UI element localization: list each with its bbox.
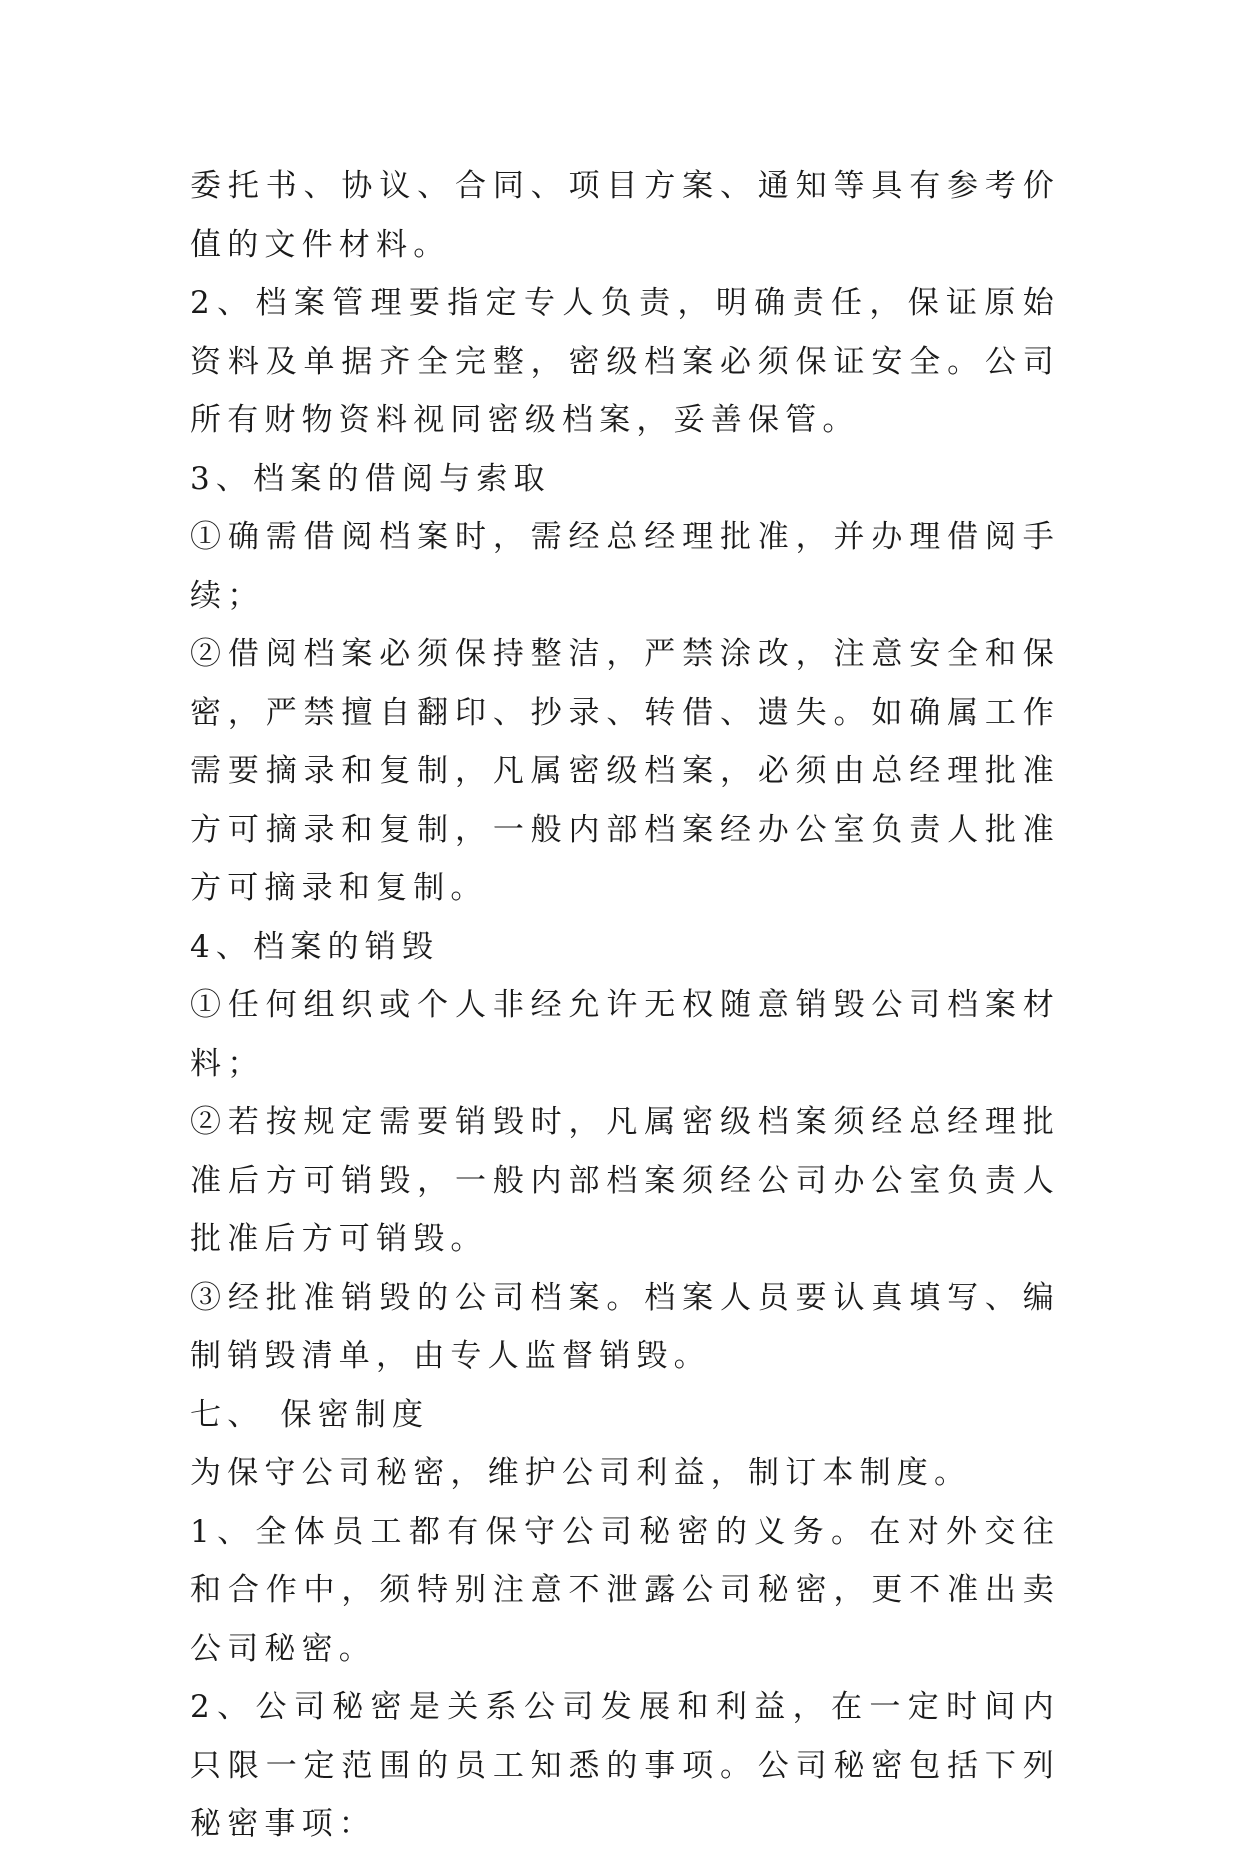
- paragraph-archive-management: 2、档案管理要指定专人负责，明确责任，保证原始资料及单据齐全完整，密级档案必须保证安全。公司所有财物资料视同密级档案，妥善保管。: [190, 285, 1060, 438]
- paragraph-destruction-prohibition: ①任何组织或个人非经允许无权随意销毁公司档案材料；: [190, 987, 1060, 1082]
- paragraph-destruction-list: ③经批准销毁的公司档案。档案人员要认真填写、编制销毁清单，由专人监督销毁。: [190, 1279, 1060, 1374]
- heading-archive-destruction: 4、档案的销毁: [190, 928, 440, 965]
- paragraph-materials-continuation: 委托书、协议、合同、项目方案、通知等具有参考价值的文件材料。: [190, 168, 1060, 263]
- section-heading-confidentiality: 七、 保密制度: [190, 1396, 430, 1433]
- paragraph-borrowing-rules: ②借阅档案必须保持整洁，严禁涂改，注意安全和保密，严禁擅自翻印、抄录、转借、遗失。如确属工作需要摘录和复制，凡属密级档案，必须由总经理批准方可摘录和复制，一般内部档案经办公室负责人批准方可摘录和复制。: [190, 636, 1060, 906]
- document-body: [190, 157, 1060, 1854]
- paragraph-confidentiality-duty: 1、全体员工都有保守公司秘密的义务。在对外交往和合作中，须特别注意不泄露公司秘密，更不准出卖公司秘密。: [190, 1513, 1060, 1667]
- paragraph-confidentiality-purpose: 为保守公司秘密，维护公司利益，制订本制度。: [190, 1455, 972, 1491]
- paragraph-borrowing-approval: ①确需借阅档案时，需经总经理批准，并办理借阅手续；: [190, 519, 1060, 614]
- paragraph-company-secrets: 2、公司秘密是关系公司发展和利益，在一定时间内只限一定范围的员工知悉的事项。公司秘密包括下列秘密事项：: [190, 1689, 1060, 1842]
- paragraph-destruction-approval: ②若按规定需要销毁时，凡属密级档案须经总经理批准后方可销毁，一般内部档案须经公司办公室负责人批准后方可销毁。: [190, 1104, 1060, 1257]
- heading-archive-borrowing: 3、档案的借阅与索取: [190, 460, 551, 497]
